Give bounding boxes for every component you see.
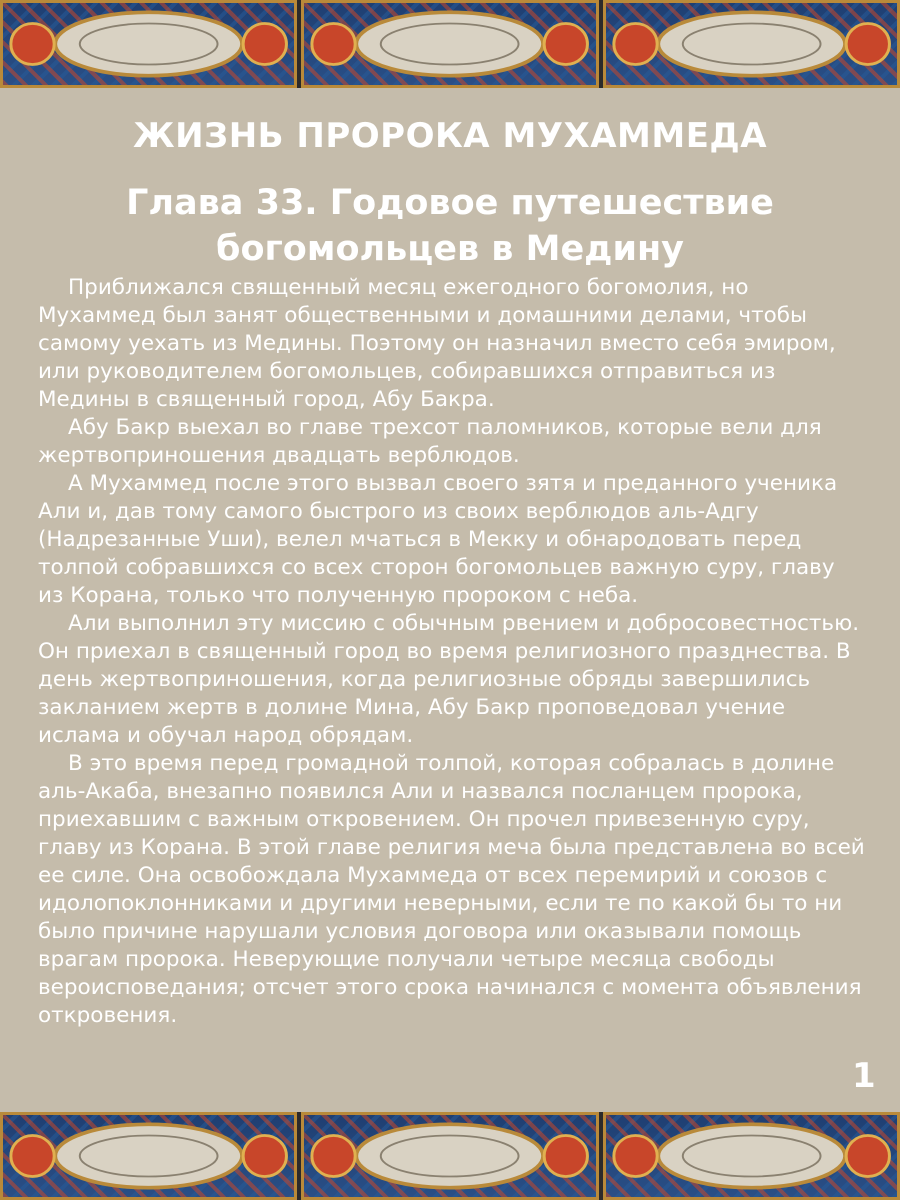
- paragraph: Приближался священный месяц ежегодного богомолия, но Мухаммед был занят общественными и домашними делами, чтобы самому уехать из Медины. Поэтому он назначил вместо себя эмиром, или руководителем богомольцев, собиравшихся отправиться из Медины в священный город, Абу Бакра.: [38, 275, 836, 412]
- top-ornament-border: [0, 0, 900, 88]
- book-title: ЖИЗНЬ ПРОРОКА МУХАММЕДА: [132, 116, 768, 156]
- bottom-ornament-border: [0, 1112, 900, 1200]
- page-number: 1: [852, 1056, 876, 1096]
- ornament-panel: [603, 1112, 900, 1200]
- chapter-body: [38, 274, 866, 1030]
- paragraph: В это время перед громадной толпой, которая собралась в долине аль-Акаба, внезапно появился Али и назвался посланцем пророка, приехавшим с важным откровением. Он прочел привезенную суру, главу из Корана. В этой главе религия меча была представлена во всей ее силе. Она освобождала Мухаммеда от всех перемирий и союзов с идолопоклонниками и другими неверными, если те по какой бы то ни было причине нарушали условия договора или оказывали помощь врагам пророка. Неверующие получали четыре месяца свободы вероисповедания; отсчет этого срока начинался с момента объявления откровения.: [38, 751, 865, 1028]
- chapter-title: Глава 33. Годовое путешествие богомольцев в Медину: [126, 183, 774, 269]
- ornament-panel: [0, 0, 297, 88]
- ornament-panel: [301, 0, 598, 88]
- paragraph: Абу Бакр выехал во главе трехсот паломников, которые вели для жертвоприношения двадцать верблюдов.: [38, 415, 822, 468]
- ornament-panel: [301, 1112, 598, 1200]
- ornament-panel: [0, 1112, 297, 1200]
- paragraph: Али выполнил эту миссию с обычным рвением и добросовестностью. Он приехал в священный город во время религиозного празднества. В день жертвоприношения, когда религиозные обряды завершились закланием жертв в долине Мина, Абу Бакр проповедовал учение ислама и обучал народ обрядам.: [38, 611, 860, 748]
- paragraph: А Мухаммед после этого вызвал своего зятя и преданного ученика Али и, дав тому самого быстрого из своих верблюдов аль-Адгу (Надрезанные Уши), велел мчаться в Мекку и обнародовать перед толпой собравшихся со всех сторон богомольцев важную суру, главу из Корана, только что полученную пророком с неба.: [38, 471, 838, 608]
- ornament-panel: [603, 0, 900, 88]
